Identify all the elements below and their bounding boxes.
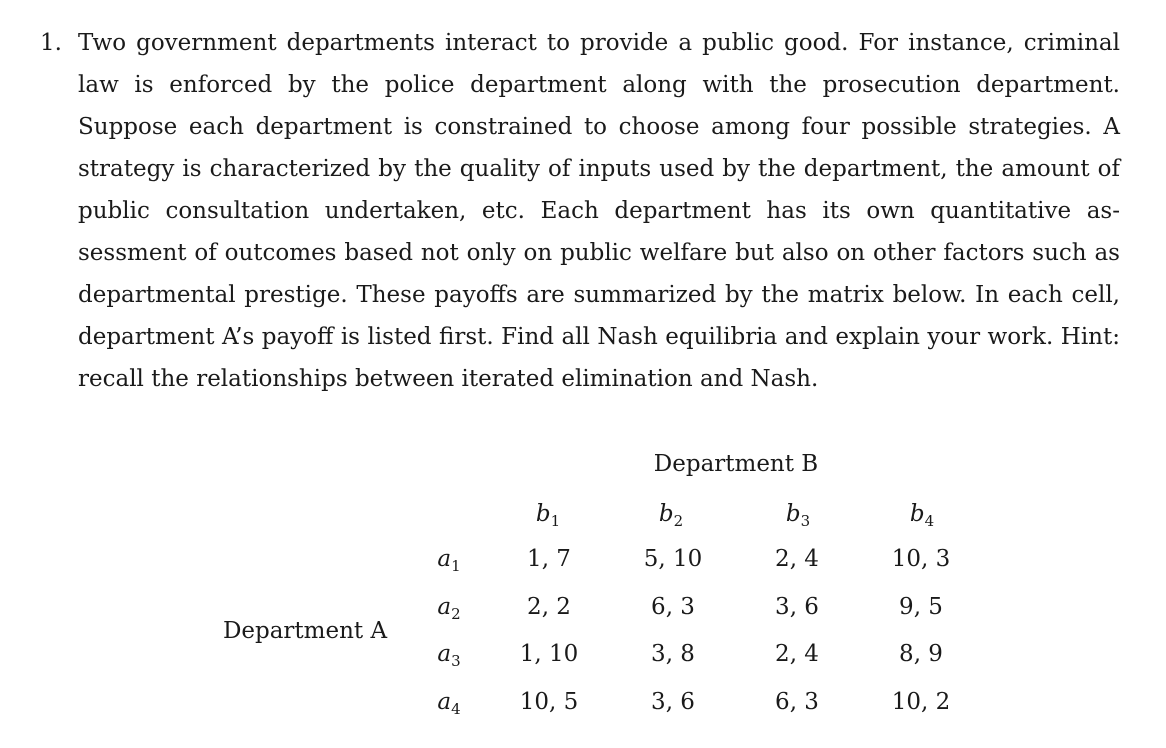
- problem-text: Two government departments interact to provide a public good. For instance, criminal law is enforced by the police department along with the prosecution department. Suppose each department is constrained to choose among four possible strategies. A strategy is characterized by the quality of inputs used by the department, the amount of public consultation undertaken, etc. Each department has its own quantitative assessment of outcomes based not only on public welfare but also on other factors such as departmental prestige. These payoffs are summarized by the matrix below. In each cell, department A’s payoff is listed first. Find all Nash equilibria and explain your work. Hint: recall the relationships between iterated elimination and Nash.: [78, 30, 1120, 392]
- payoff-cell: 8, 9: [899, 641, 943, 667]
- payoff-cell: 9, 5: [899, 594, 943, 620]
- payoff-cell: 6, 3: [651, 594, 695, 620]
- row-header-a1: $a_1$: [437, 546, 461, 575]
- row-player-label: Department A: [222, 618, 388, 644]
- payoff-cell: 10, 5: [519, 689, 579, 715]
- payoff-cell: 3, 8: [651, 641, 695, 667]
- column-header-b2: $b_2$: [658, 501, 684, 530]
- column-header-b3: $b_3$: [785, 501, 811, 530]
- problem-number: 1.: [40, 30, 62, 56]
- payoff-cell: 1, 10: [519, 641, 579, 667]
- payoff-cell: 3, 6: [651, 689, 695, 715]
- row-header-a2: $a_2$: [437, 594, 461, 623]
- payoff-cell: 2, 4: [775, 546, 819, 572]
- payoff-cell: 2, 4: [775, 641, 819, 667]
- row-header-a4: $a_4$: [437, 689, 461, 718]
- payoff-cell: 5, 10: [643, 546, 703, 572]
- payoff-cell: 2, 2: [527, 594, 571, 620]
- payoff-cell: 1, 7: [527, 546, 571, 572]
- column-player-label: Department B: [653, 451, 819, 477]
- payoff-cell: 3, 6: [775, 594, 819, 620]
- column-header-b1: $b_1$: [535, 501, 561, 530]
- payoff-cell: 6, 3: [775, 689, 819, 715]
- column-header-b4: $b_4$: [909, 501, 935, 530]
- payoff-cell: 10, 3: [891, 546, 951, 572]
- payoff-cell: 10, 2: [891, 689, 951, 715]
- row-header-a3: $a_3$: [437, 641, 461, 670]
